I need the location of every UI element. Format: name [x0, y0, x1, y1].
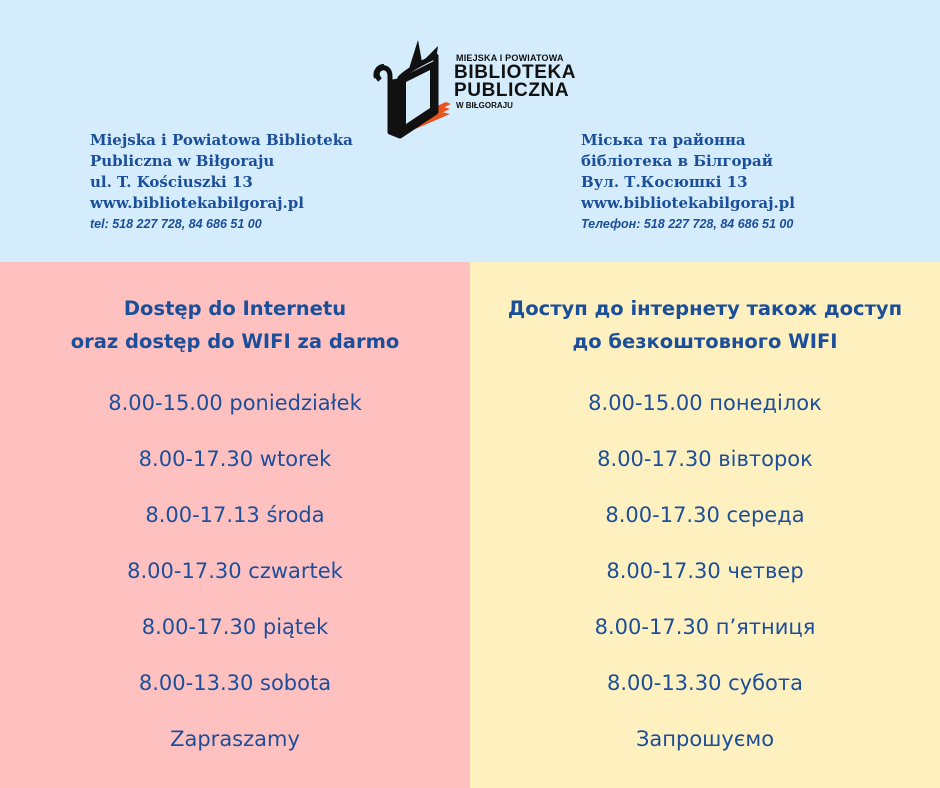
address-line: ul. T. Kościuszki 13	[90, 173, 253, 191]
hours-row: 8.00-17.30 середа	[605, 503, 805, 527]
hours-row: 8.00-15.00 poniedziałek	[108, 391, 362, 415]
address-ukrainian	[581, 130, 795, 235]
hours-row: 8.00-17.30 п’ятниця	[594, 615, 816, 639]
logo-text-city: W BIŁGORAJU	[456, 101, 513, 110]
address-line: бібліотека в Білгорай	[581, 152, 773, 170]
address-line: Міська та районна	[581, 131, 746, 149]
panel-ukrainian	[470, 262, 940, 788]
phone-numbers: Телефон: 518 227 728, 84 686 51 00	[581, 217, 794, 231]
invitation-text: Zapraszamy	[170, 727, 300, 751]
logo-text-biblioteka: BIBLIOTEKA	[454, 62, 577, 83]
address-polish	[90, 130, 353, 235]
hours-row: 8.00-13.30 субота	[606, 671, 803, 695]
hours-row: 8.00-17.30 вівторок	[597, 447, 813, 471]
website-link[interactable]: www.bibliotekabilgoraj.pl	[581, 194, 795, 212]
hours-row: 8.00-13.30 sobota	[138, 671, 332, 695]
logo-text-small: MIEJSKA I POWIATOWA	[456, 53, 564, 63]
header	[0, 0, 940, 262]
address-line: Publiczna w Biłgoraju	[90, 152, 275, 170]
hours-row: 8.00-17.30 четвер	[606, 559, 804, 583]
panel-title-line: oraz dostęp do WIFI za darmo	[70, 330, 400, 353]
website-link[interactable]: www.bibliotekabilgoraj.pl	[90, 194, 304, 212]
hours-row: 8.00-17.13 środa	[145, 503, 325, 527]
address-line: Вул. Т.Косюшкі 13	[581, 173, 748, 191]
panel-title-line: Доступ до інтернету також доступ	[507, 297, 903, 320]
library-logo	[372, 32, 577, 142]
hours-row: 8.00-17.30 wtorek	[138, 447, 332, 471]
panel-title	[470, 292, 940, 358]
address-line: Miejska i Powiatowa Biblioteka	[90, 131, 353, 149]
panel-title	[0, 292, 470, 358]
logo-text-publiczna: PUBLICZNA	[454, 80, 570, 101]
hours-list	[470, 388, 940, 780]
hours-list	[0, 388, 470, 780]
phone-numbers: tel: 518 227 728, 84 686 51 00	[90, 217, 262, 231]
panel-polish	[0, 262, 470, 788]
invitation-text: Запрошуємо	[635, 727, 775, 751]
hours-row: 8.00-15.00 понеділок	[588, 391, 822, 415]
panel-title-line: до безкоштовного WIFI	[572, 330, 838, 353]
book-logo-icon	[372, 32, 454, 142]
panel-title-line: Dostęp do Internetu	[123, 297, 347, 320]
hours-row: 8.00-17.30 czwartek	[127, 559, 343, 583]
hours-row: 8.00-17.30 piątek	[141, 615, 329, 639]
